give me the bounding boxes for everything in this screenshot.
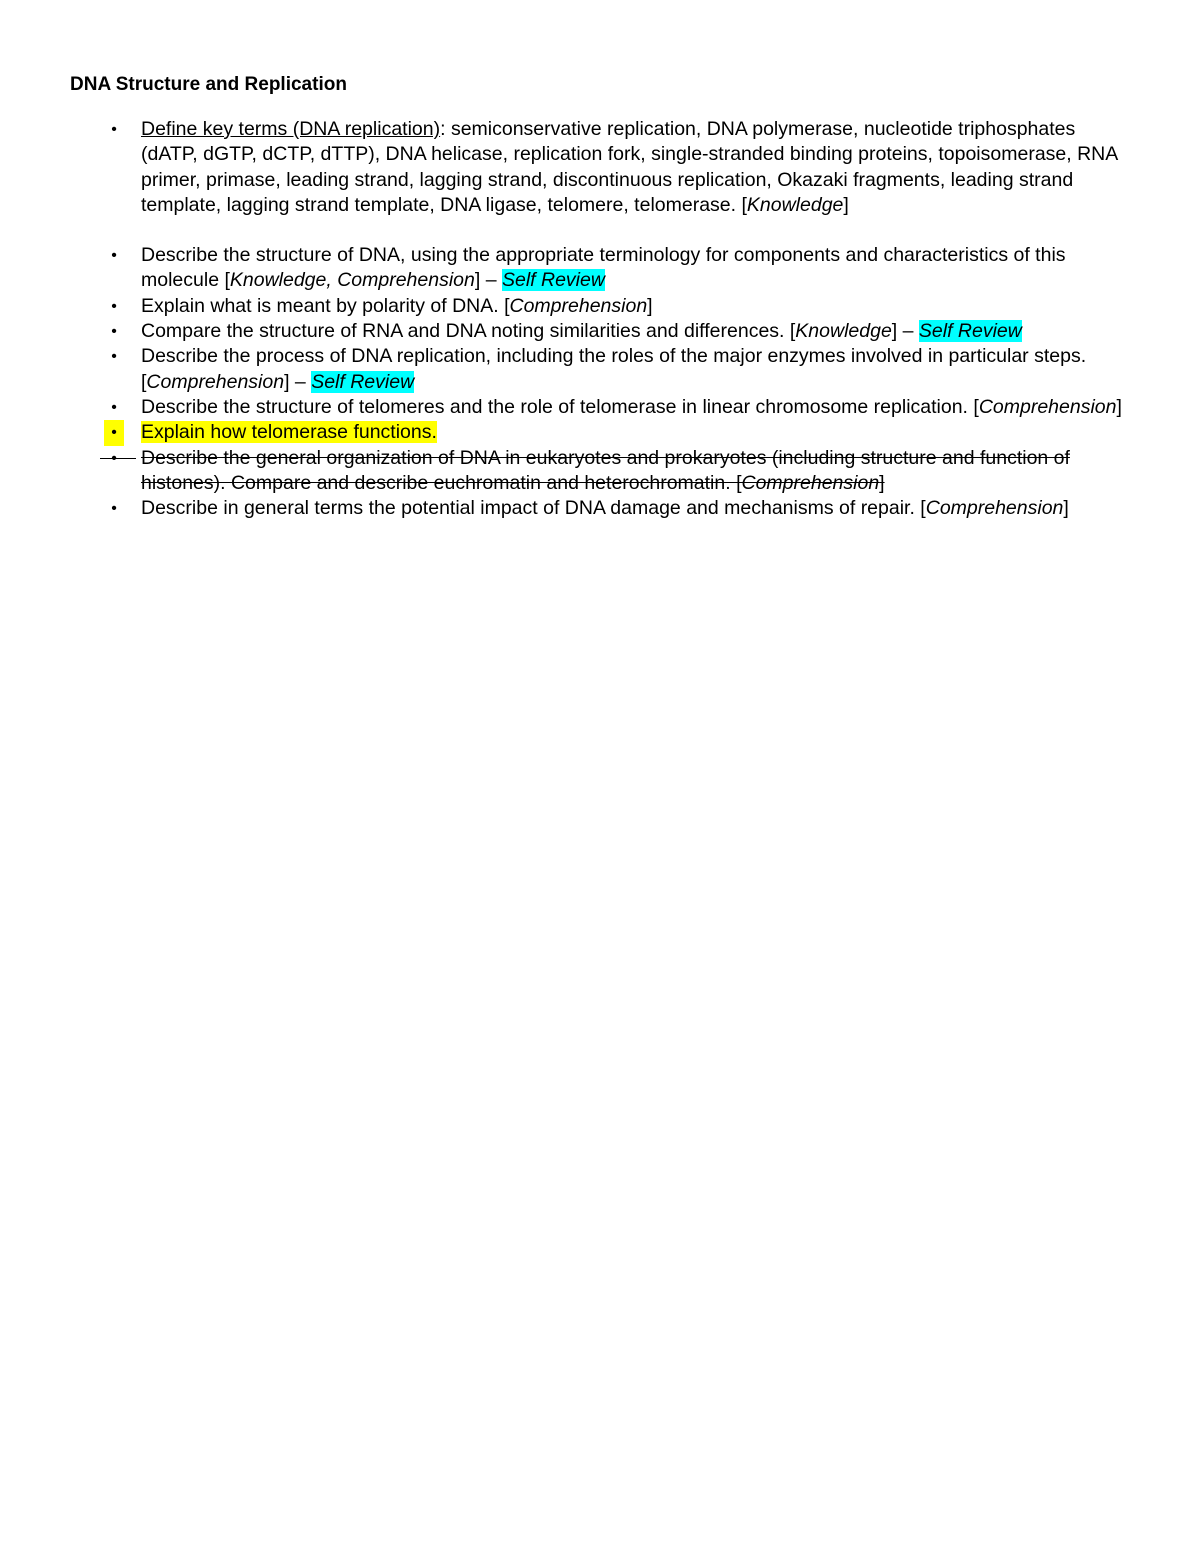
bullet-icon: • — [111, 500, 117, 518]
item-tail: ] — [843, 193, 849, 216]
list-item-dna-organization-struck — [0, 446, 1131, 497]
bullet-icon: • — [111, 297, 117, 315]
bullet-icon: • — [104, 420, 124, 445]
list-item-telomerase-function — [0, 420, 1131, 445]
list-item-polarity — [0, 294, 1131, 319]
item-tag: Comprehension — [925, 497, 1064, 520]
item-tag: Comprehension — [509, 294, 648, 317]
bullet-icon: • — [111, 323, 117, 341]
item-text: Describe in general terms the potential impact of DNA damage and mechanisms of repair. [ — [141, 497, 926, 520]
item-text: Compare the structure of RNA and DNA noting similarities and differences. [ — [141, 320, 796, 343]
bullet-icon: • — [111, 398, 117, 416]
key-terms-heading: Define key terms (DNA replication) — [141, 118, 441, 140]
page-title: DNA Structure and Replication — [70, 74, 347, 95]
item-text: Describe the structure of DNA, using the appropriate terminology for components and characteristics of this molecule [ — [141, 244, 1066, 292]
self-review-highlight: Self Review — [501, 269, 605, 292]
item-tail: ] — [879, 471, 885, 494]
self-review-highlight: Self Review — [918, 320, 1022, 343]
item-text: : semiconservative replication, DNA polymerase, nucleotide triphosphates (dATP, dGTP, dCTP, dTTP), DNA helicase, replication fork, single-stranded binding proteins, topoisomerase, RNA primer, primase, leading strand, lagging strand, discontinuous replication, Okazaki fragments, leading strand template, lagging strand template, DNA ligase, telomere, telomerase. [ — [141, 118, 1118, 216]
bullet-icon: • — [111, 348, 117, 366]
item-tag: Knowledge — [746, 193, 844, 216]
list-item-telomeres — [0, 395, 1131, 420]
item-tail: ] – — [284, 370, 312, 393]
item-tag: Knowledge — [795, 320, 892, 343]
item-tag: Comprehension — [741, 471, 880, 494]
bullet-icon: • — [111, 121, 117, 138]
item-text: Describe the general organization of DNA in eukaryotes and prokaryotes (including structure and function of histones). Compare and describe euchromatin and heterochromatin. [ — [141, 446, 1070, 494]
item-tail: ] — [1063, 497, 1069, 520]
objectives-list — [0, 117, 1200, 521]
item-text: Explain what is meant by polarity of DNA. [ — [141, 294, 510, 317]
item-tail: ] – — [891, 320, 919, 343]
list-item-dna-damage — [0, 496, 1131, 521]
item-tag: Comprehension — [978, 395, 1117, 418]
list-item-rna-vs-dna — [0, 319, 1131, 344]
item-text: Describe the structure of telomeres and the role of telomerase in linear chromosome replication. [ — [141, 395, 979, 418]
bullet-icon: • — [111, 247, 117, 265]
list-item-replication-process — [0, 344, 1131, 395]
item-tag: Knowledge, Comprehension — [229, 269, 475, 292]
yellow-highlight-text: Explain how telomerase functions. — [141, 421, 437, 444]
item-tail: ] — [647, 294, 653, 317]
item-tail: ] — [1116, 395, 1122, 418]
item-text: Describe the process of DNA replication, including the roles of the major enzymes involved in particular steps. [ — [141, 345, 1087, 393]
item-tail: ] – — [474, 269, 502, 292]
list-item-define-key-terms — [0, 117, 1131, 218]
self-review-highlight: Self Review — [311, 370, 415, 393]
list-item-dna-structure — [0, 243, 1131, 294]
bullet-icon: • — [111, 449, 117, 467]
item-tag: Comprehension — [146, 370, 285, 393]
